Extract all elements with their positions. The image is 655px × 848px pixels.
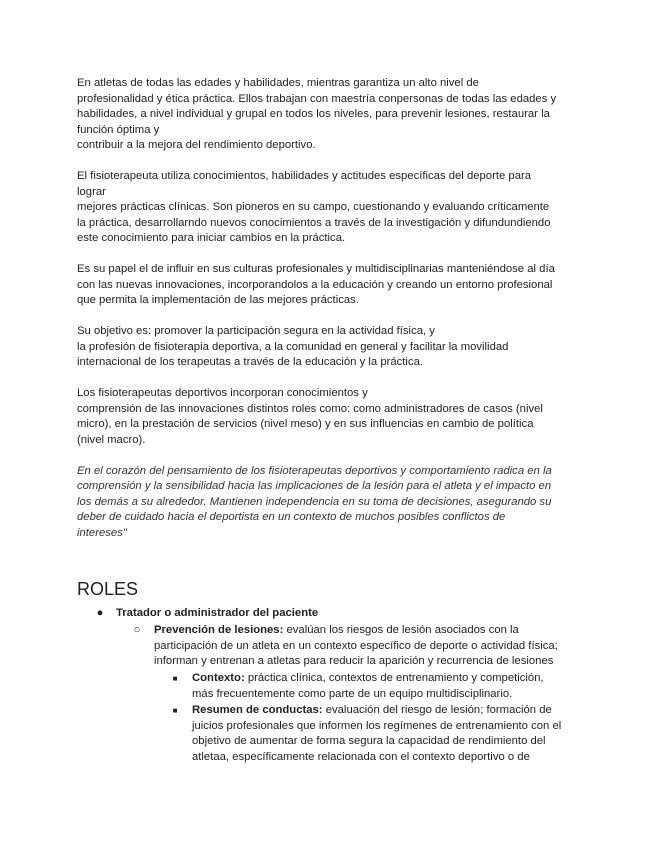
list-item-prevencion xyxy=(154,623,584,670)
contexto-label: Contexto: xyxy=(192,672,245,684)
text-line: micro), en la prestación de servicios (nivel meso) y en sus influencias en cambio de política xyxy=(77,418,534,430)
text-line: objetivo de aumentar de forma segura la capacidad de rendimiento del xyxy=(192,735,546,747)
text-line: lograr xyxy=(77,185,106,198)
text-line: En atletas de todas las edades y habilidades, mientras garantiza un alto nivel de xyxy=(77,77,479,89)
text-line: participación de un atleta en un contexto específico de deporte o actividad física; xyxy=(154,639,558,652)
quote-paragraph xyxy=(77,464,580,542)
roles-heading: ROLES xyxy=(77,579,139,599)
text-line: atletaa, específicamente relacionada con el contexto deportivo o de xyxy=(192,750,530,763)
text-line: El fisioterapeuta utiliza conocimientos, habilidades y actitudes específicas del deporte para xyxy=(77,170,532,182)
list-item-contexto xyxy=(192,671,592,702)
text-line: con las nuevas innovaciones, incorporandolos a la educación y creando un entorno profesional xyxy=(77,278,553,291)
quote-line: En el corazón del pensamiento de los fisioterapeutas deportivos y comportamiento radica en la xyxy=(77,464,552,477)
text-line: comprensión de las innovaciones distintos roles como: como administradores de casos (nivel xyxy=(77,402,543,415)
text-line: juicios profesionales que informen los regímenes de entrenamiento con el xyxy=(192,719,562,732)
resumen-text: evaluación del riesgo de lesión; formación de xyxy=(322,704,552,716)
quote-line: intereses" xyxy=(77,526,127,539)
bullet-filled-circle-icon: ● xyxy=(96,607,104,619)
text-line: mejores prácticas clínicas. Son pioneros en su campo, cuestionando y evaluando críticamente xyxy=(77,201,550,213)
document-body xyxy=(77,76,580,541)
bullet-hollow-circle-icon: ○ xyxy=(133,624,141,636)
spacer xyxy=(77,309,580,325)
text-line: habilidades, a nivel individual y grupal en todos los niveles, para prevenir lesiones, restaurar la xyxy=(77,108,550,120)
quote-line: deber de cuidado hacia el deportista en un contexto de muchos posibles conflictos de xyxy=(77,511,506,523)
text-line: profesionalidad y ética práctica. Ellos trabajan con maestría conpersonas de todas las edades y xyxy=(77,92,557,105)
text-line: informan y entrenan a atletas para reducir la aparición y recurrencia de lesiones xyxy=(154,655,554,667)
text-line: Su objetivo es: promover la participación segura en la actividad física, y xyxy=(77,325,435,337)
text-line: más frecuentemente como parte de un equipo multidisciplinario. xyxy=(192,687,513,700)
prevencion-label: Prevención de lesiones: xyxy=(154,624,284,636)
list-item-resumen xyxy=(192,703,592,765)
text-line: internacional de los terapeutas a través de la educación y la práctica. xyxy=(77,356,424,368)
quote-line: comprensión y la sensibilidad hacia las implicaciones de la lesión para el atleta y el impacto en xyxy=(77,480,552,492)
paragraph-3 xyxy=(77,262,580,309)
spacer xyxy=(77,154,580,170)
spacer xyxy=(77,371,580,387)
spacer xyxy=(77,247,580,263)
resumen-label: Resumen de conductas: xyxy=(192,704,323,716)
bullet-square-icon: ■ xyxy=(172,706,178,715)
prevencion-text: evalúan los riesgos de lesión asociados con la xyxy=(283,624,519,636)
text-line: Los fisioterapeutas deportivos incorporan conocimientos y xyxy=(77,387,368,399)
quote-line: los demás a su alrededor. Mantienen independencia en su toma de decisiones, asegurando su xyxy=(77,495,552,508)
text-line: función óptima y xyxy=(77,123,160,136)
paragraph-4 xyxy=(77,324,580,371)
role-title: Tratador o administrador del paciente xyxy=(116,607,319,619)
paragraph-2 xyxy=(77,169,580,247)
text-line: que permita la implementación de las mejores prácticas. xyxy=(77,294,359,306)
bullet-square-icon: ■ xyxy=(172,674,178,683)
list-item-level1 xyxy=(116,606,318,622)
paragraph-1 xyxy=(77,76,580,154)
spacer xyxy=(77,448,580,464)
text-line: este conocimiento para iniciar cambios en la práctica. xyxy=(77,232,346,244)
text-line: Es su papel el de influir en sus culturas profesionales y multidisciplinarias manteniéndose al día xyxy=(77,263,555,275)
text-line: la profesión de fisioterapia deportiva, a la comunidad en general y facilitar la movilidad xyxy=(77,340,509,353)
contexto-text: práctica clínica, contextos de entrenamiento y competición, xyxy=(244,672,544,684)
text-line: contribuir a la mejora del rendimiento deportivo. xyxy=(77,139,316,151)
text-line: la práctica, desarrollarndo nuevos conocimientos a través de la investigación y difundundiendo xyxy=(77,216,551,229)
text-line: (nivel macro). xyxy=(77,433,146,446)
paragraph-5 xyxy=(77,386,580,448)
